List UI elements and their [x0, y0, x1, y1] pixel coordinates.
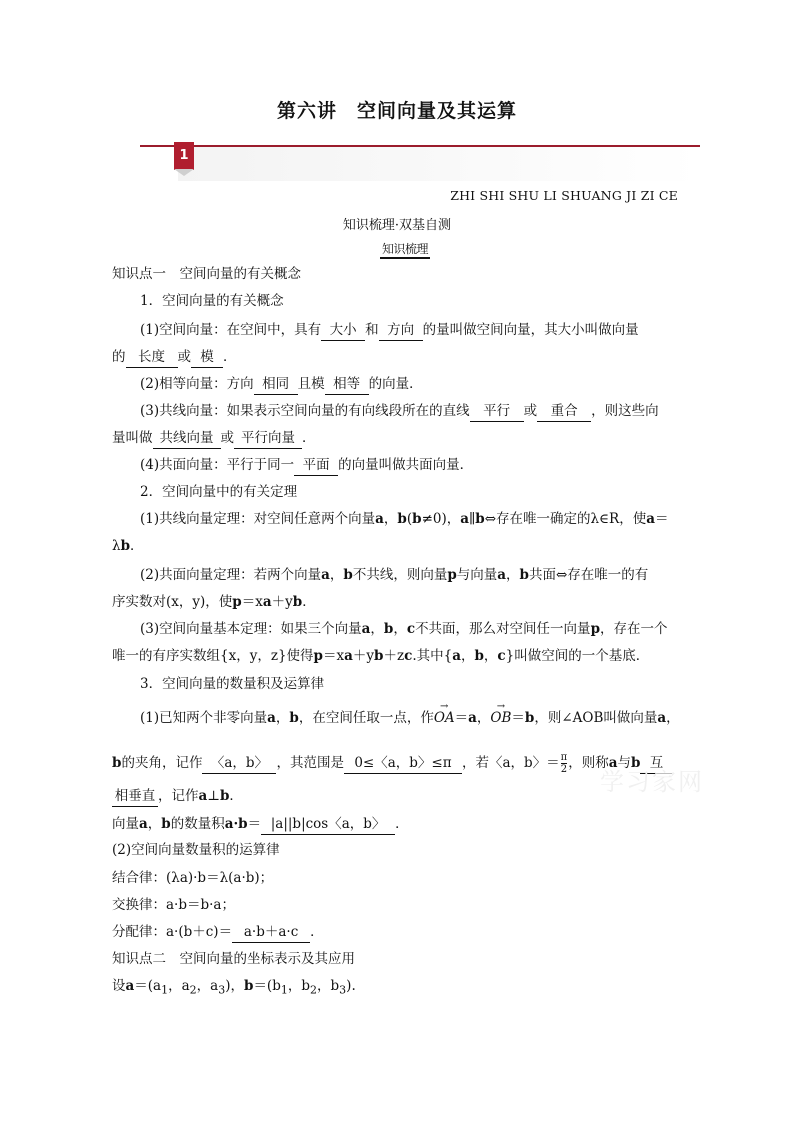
law-associative: 结合律：(λa)·b＝λ(a·b)；	[112, 870, 274, 886]
section-number-badge: 1	[174, 142, 194, 170]
item-3: 3．空间向量的数量积及运算律	[140, 676, 325, 692]
watermark: 学习家网	[600, 768, 704, 796]
def-space-vector-line1: (1)空间向量：在空间中，具有 大小 和 方向 的量叫做空间向量，其大小叫做向量	[112, 320, 639, 341]
badge-chevron-icon	[174, 169, 194, 176]
collinear-theorem-line2: λb．	[112, 538, 144, 554]
section-subtitle: 知识梳理·双基自测	[342, 218, 452, 233]
law-commutative: 交换律：a·b＝b·a；	[112, 897, 235, 913]
coplanar-theorem-line2: 序实数对(x，y)，使p＝xa＋yb．	[112, 594, 316, 610]
def-collinear-line2: 量叫做 共线向量 或 平行向量 ．	[112, 428, 316, 449]
banner-band	[178, 147, 700, 181]
def-equal-vector: (2)相等向量：方向 相同 且模 相等 的向量．	[112, 374, 423, 395]
dot-product-def: 向量a，b的数量积a·b＝ |a||b|cos〈a，b〉 ．	[112, 814, 409, 835]
angle-def-line1: (1)已知两个非零向量a，b，在空间任取一点，作→ OA＝a，→ OB＝b，则∠AOB叫做向量a，	[112, 708, 680, 728]
item-2: 2．空间向量中的有关定理	[140, 484, 298, 500]
collinear-theorem-line1: (1)共线向量定理：对空间任意两个向量a，b(b≠0)，a∥b⇔存在唯一确定的λ∈R，使a＝	[140, 511, 669, 527]
def-coplanar: (4)共面向量：平行于同一 平面 的向量叫做共面向量．	[112, 455, 473, 476]
law-distributive: 分配律：a·(b＋c)＝ a·b＋a·c ．	[112, 922, 324, 943]
section-pinyin: ZHI SHI SHU LI SHUANG JI ZI CE	[450, 188, 678, 203]
coplanar-theorem-line1: (2)共面向量定理：若两个向量a，b不共线，则向量p与向量a，b共面⇔存在唯一的有	[140, 567, 649, 583]
heading-point-one: 知识点一 空间向量的有关概念	[112, 266, 301, 282]
knowledge-label: 知识梳理	[380, 240, 430, 259]
def-space-vector-line2: 的 长度 或 模 ．	[112, 347, 237, 368]
angle-def-line3: 相垂直 ，记作a⊥b．	[112, 786, 243, 807]
laws-title: (2)空间向量数量积的运算律	[112, 842, 280, 858]
basis-theorem-line2: 唯一的有序实数组{x，y，z}使得p＝xa＋yb＋zc.其中{a，b，c}叫做空间的一个基底．	[112, 648, 650, 664]
coordinate-def: 设$a=(a_1$，$a_2$，$a_3$)，$b=(b_1$，$b_2$，$b_3$).	[112, 978, 356, 997]
heading-point-two: 知识点二 空间向量的坐标表示及其应用	[112, 951, 355, 967]
angle-def-line2: b的夹角，记作 〈a，b〉 ，其范围是 0≤〈a，b〉≤π ，若〈a，b〉＝ $\frac{\pi}{2}$ ，则称a与b 互	[112, 752, 672, 775]
section-banner	[140, 140, 700, 184]
page-title: 第六讲 空间向量及其运算	[276, 100, 517, 122]
item-1: 1．空间向量的有关概念	[140, 293, 284, 309]
basis-theorem-line1: (3)空间向量基本定理：如果三个向量a，b，c不共面，那么对空间任一向量p，存在一个	[140, 621, 668, 637]
pi-over-2-fraction: $\frac{\pi}{2}$	[560, 752, 568, 775]
def-collinear-line1: (3)共线向量：如果表示空间向量的有向线段所在的直线 平行 或 重合 ，则这些向	[112, 401, 659, 422]
